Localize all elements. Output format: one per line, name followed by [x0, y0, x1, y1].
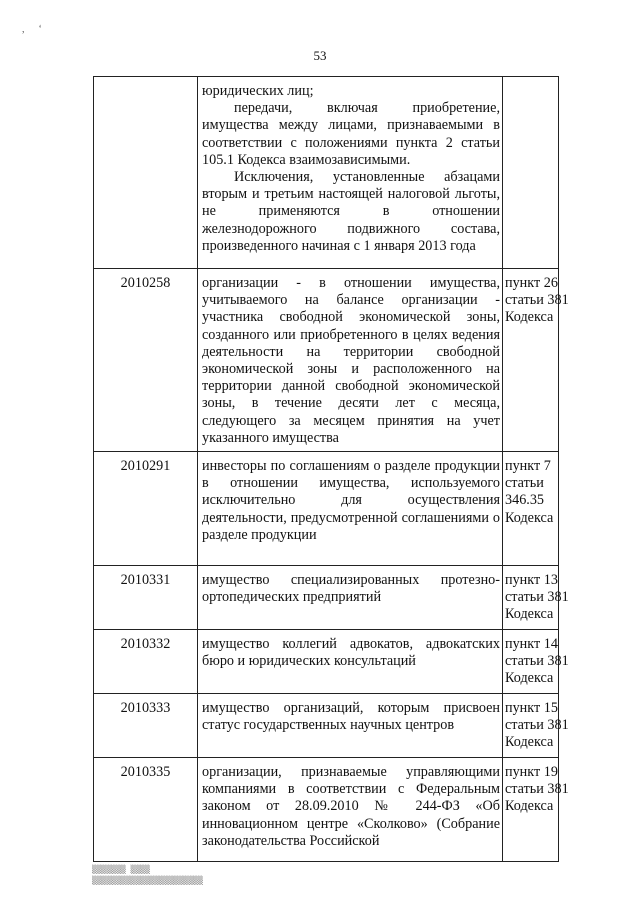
reference-line: пункт 7 [505, 458, 551, 475]
reference-line: статьи 381 [505, 292, 569, 309]
benefit-description [198, 269, 503, 452]
benefit-code: 2010335 [94, 758, 198, 862]
table-row [94, 452, 559, 566]
table-row [94, 566, 559, 630]
reference-line: пункт 19 [505, 764, 558, 781]
benefit-description [198, 77, 503, 269]
reference-line: 346.35 [505, 492, 545, 509]
table-row [94, 77, 559, 269]
legal-reference [503, 77, 559, 269]
scan-mark: , [22, 24, 39, 35]
reference-line: Кодекса [505, 509, 554, 526]
reference-line: Кодекса [505, 670, 554, 687]
reference-line: Кодекса [505, 606, 554, 623]
benefit-code [94, 77, 198, 269]
description-paragraph: имущество специализированных протезно-ортопедических предприятий [202, 572, 500, 606]
reference-line: Кодекса [505, 798, 554, 815]
description-paragraph: имущество организаций, которым присвоен статус государственных научных центров [202, 700, 500, 734]
reference-line: статьи 381 [505, 589, 569, 606]
reference-line: статьи [505, 475, 544, 492]
legal-reference [503, 630, 569, 694]
benefit-code: 2010291 [94, 452, 198, 566]
table-row [94, 694, 559, 758]
scan-footer-stamp [92, 864, 203, 886]
description-paragraph: организации, признаваемые управляющими компаниями в соответствии с Федеральным законом от 28.09.2010 № 244-ФЗ «Об инновационном центре «Сколково» (Собрание законодательства Российской [202, 764, 500, 849]
scan-marks [22, 24, 56, 35]
legal-reference [503, 269, 569, 452]
legal-reference [503, 566, 569, 630]
scan-footer-line: ▒▒▒▒▒▒▒▒▒▒▒▒▒▒▒▒▒▒▒▒▒▒▒ [92, 876, 203, 885]
legal-reference [503, 758, 569, 862]
tax-benefit-table [93, 76, 569, 862]
description-paragraph: организации - в отношении имущества, учитываемого на балансе организации - участника свободной экономической зоны, созданного или приобретенного в целях ведения деятельности на территории свободной экономической зоны и расположенного на территории данной свободной экономической зоны, в течение десяти лет с месяца, следующего за месяцем принятия на учет указанного имущества [202, 275, 500, 446]
benefit-code: 2010333 [94, 694, 198, 758]
benefit-description [198, 630, 503, 694]
benefit-description [198, 452, 503, 566]
reference-line: статьи 381 [505, 717, 569, 734]
scan-footer-line: ▒▒▒▒▒▒▒ ▒▒▒▒ [92, 865, 150, 874]
table-row [94, 758, 559, 862]
reference-line: пункт 15 [505, 700, 558, 717]
reference-line: пункт 13 [505, 572, 558, 589]
table-body [94, 77, 569, 862]
reference-line: статьи 381 [505, 781, 569, 798]
description-paragraph: инвесторы по соглашениям о разделе продукции в отношении имущества, используемого исключительно для осуществления деятельности, предусмотренной соглашениями о разделе продукции [202, 458, 500, 543]
benefit-code: 2010331 [94, 566, 198, 630]
reference-line: Кодекса [505, 734, 554, 751]
reference-line: пункт 26 [505, 275, 558, 291]
legal-reference [503, 452, 559, 566]
description-paragraph: передачи, включая приобретение, имущества между лицами, признаваемыми в соответствии с положениями пункта 2 статьи 105.1 Кодекса взаимозависимыми. [202, 100, 500, 168]
benefit-description [198, 758, 503, 862]
description-paragraph: имущество коллегий адвокатов, адвокатских бюро и юридических консультаций [202, 636, 500, 670]
reference-line: пункт 14 [505, 636, 558, 653]
benefit-description [198, 694, 503, 758]
reference-line: Кодекса [505, 309, 554, 326]
description-paragraph: Исключения, установленные абзацами вторым и третьим настоящей налоговой льготы, не применяются в отношении железнодорожного подвижного состава, произведенного начиная с 1 января 2013 года [202, 169, 500, 254]
table-row [94, 630, 559, 694]
benefit-description [198, 566, 503, 630]
description-paragraph: юридических лиц; [202, 83, 314, 99]
scan-mark: ʻ [38, 24, 56, 35]
table-row [94, 269, 559, 452]
benefit-code: 2010258 [94, 269, 198, 452]
page-number: 53 [313, 48, 327, 63]
benefit-code: 2010332 [94, 630, 198, 694]
reference-line: статьи 381 [505, 653, 569, 670]
legal-reference [503, 694, 569, 758]
